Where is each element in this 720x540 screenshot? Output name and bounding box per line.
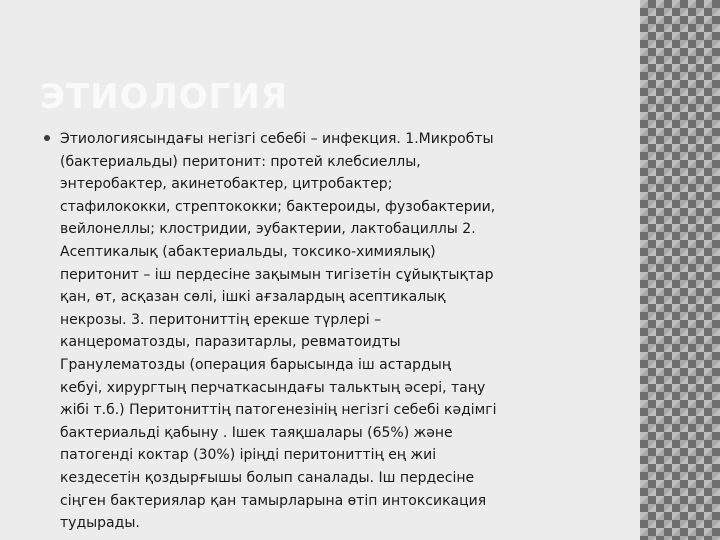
slide-title: ЭТИОЛОГИЯ — [40, 77, 288, 117]
decorative-side-panel — [640, 0, 720, 540]
bullet-item — [44, 128, 604, 535]
bullet-text: Этиологиясындағы негізгі себебі – инфекция. 1.Микробты (бактериальды) перитонит: протей клебсиеллы, энтеробактер, акинетобактер, цитробактер; стафилококки, стрептококки; бактероиды, фузобактерии, вейлонеллы; клостридии, эубактерии, лактобациллы 2. Асептикалық (абактериальды, токсико-химиялық) перитонит – іш пердесіне зақымын тигізетін сұйықтықтар қан, өт, асқазан сөлі, ішкі ағзалардың асептикалық некрозы. 3. перитониттің ерекше түрлері – канцероматозды, паразитарлы, ревматоидты Гранулематозды (операция барысында іш астардың кебуі, хирургтың перчаткасындағы тальктың әсері, таңу жібі т.б.) Перитониттің патогенезінің негізгі себебі кәдімгі бактериальді қабыну . Ішек таяқшалары (65%) және патогенді коктар (30%) іріңді перитониттің ең жиі кездесетін қоздырғышы болып саналады. Іш пердесіне сіңген бактериялар қан тамырларына өтіп интоксикация тудырады. — [60, 131, 497, 532]
bullet-dot-icon — [44, 135, 50, 141]
diamond-pattern — [640, 0, 720, 540]
slide-content — [44, 128, 604, 535]
